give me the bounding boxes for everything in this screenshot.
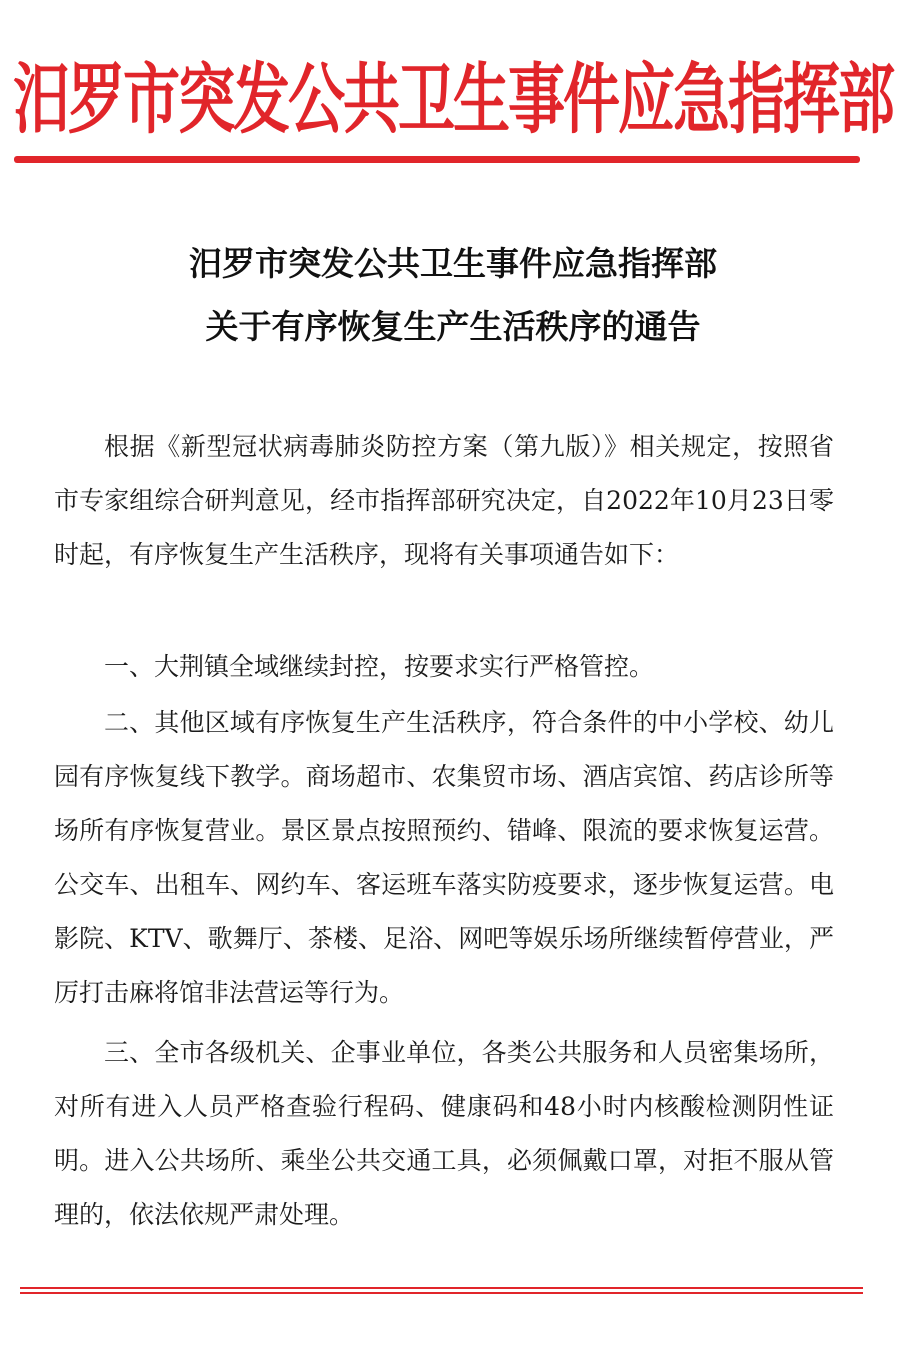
notice-title-line-2: 关于有序恢复生产生活秩序的通告 (205, 307, 701, 346)
item-one-paragraph: 一、大荆镇全域继续封控，按要求实行严格管控。 (104, 652, 655, 681)
masthead-title: 汨罗市突发公共卫生事件应急指挥部 (13, 54, 893, 145)
notice-title-line-1: 汨罗市突发公共卫生事件应急指挥部 (189, 244, 717, 283)
footer-red-rule (20, 1287, 863, 1294)
item-three-paragraph: 三、全市各级机关、企事业单位，各类公共服务和人员密集场所，对所有进入人员严格查验行程码、健康码和48小时内核酸检测阴性证明。进入公共场所、乘坐公共交通工具，必须佩戴口罩，对拒不服从管理的，依法依规严肃处理。 (54, 1038, 834, 1229)
intro-paragraph: 根据《新型冠状病毒肺炎防控方案（第九版）》相关规定，按照省市专家组综合研判意见，经市指挥部研究决定，自2022年10月23日零时起，有序恢复生产生活秩序，现将有关事项通告如下： (54, 432, 834, 569)
masthead-red-rule (14, 156, 860, 163)
item-two-paragraph: 二、其他区域有序恢复生产生活秩序，符合条件的中小学校、幼儿园有序恢复线下教学。商场超市、农集贸市场、酒店宾馆、药店诊所等场所有序恢复营业。景区景点按照预约、错峰、限流的要求恢复运营。公交车、出租车、网约车、客运班车落实防疫要求，逐步恢复运营。电影院、KTV、歌舞厅、茶楼、足浴、网吧等娱乐场所继续暂停营业，严厉打击麻将馆非法营运等行为。 (54, 708, 834, 1007)
